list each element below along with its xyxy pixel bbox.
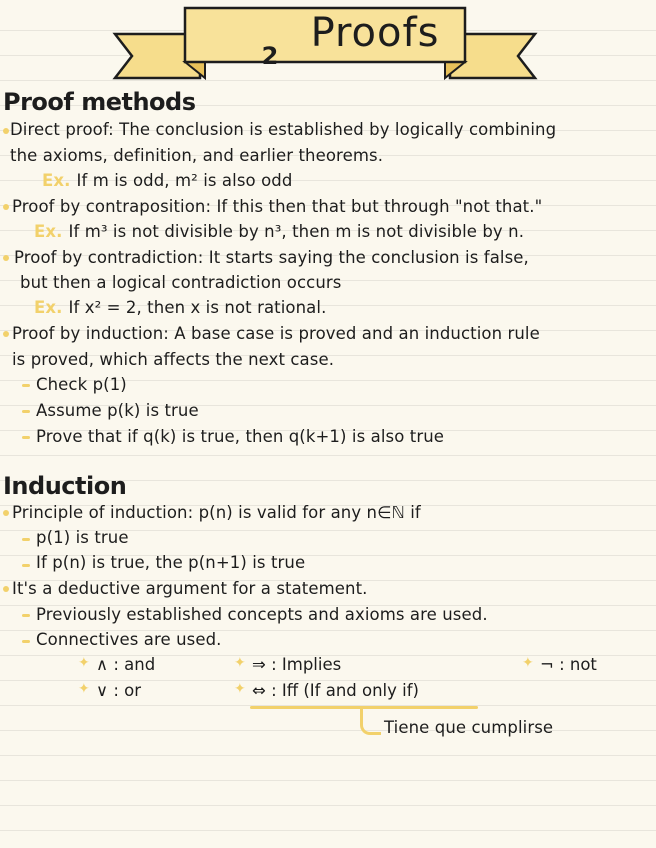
induction-proof-line2: is proved, which affects the next case. [12, 350, 335, 369]
contradiction-line1: Proof by contradiction: It starts saying the conclusion is false, [14, 248, 529, 267]
bullet-icon [3, 128, 9, 134]
induction-step: Assume p(k) is true [36, 401, 199, 420]
chapter-number: 2 [261, 42, 279, 70]
bullet-icon [3, 586, 9, 592]
connective-implies: ⇒ : Implies [252, 655, 342, 674]
star-icon: ✦ [234, 655, 246, 671]
page-title: Proofs [310, 10, 440, 56]
bullet-icon [3, 255, 9, 261]
annotation-note: Tiene que cumplirse [384, 718, 554, 737]
deductive-argument: It's a deductive argument for a statement. [12, 579, 368, 598]
dash-icon [22, 410, 30, 413]
example-text: If m³ is not divisible by n³, then m is not divisible by n. [68, 222, 525, 241]
star-icon: ✦ [78, 655, 90, 671]
bullet-icon [3, 510, 9, 516]
contraposition-line1: Proof by contraposition: If this then that but through "not that." [12, 197, 543, 216]
star-icon: ✦ [522, 655, 534, 671]
connective-not: ¬ : not [540, 655, 597, 674]
contraposition-example [34, 222, 524, 241]
induction-proof-line1: Proof by induction: A base case is proved and an induction rule [12, 324, 540, 343]
induction-condition: p(1) is true [36, 528, 129, 547]
dash-icon [22, 640, 30, 643]
star-icon: ✦ [234, 681, 246, 697]
annotation-bracket [360, 708, 381, 735]
connective-iff: ⇔ : Iff (If and only if) [252, 681, 419, 700]
dash-icon [22, 564, 30, 567]
contradiction-example [34, 298, 326, 317]
example-text: If x² = 2, then x is not rational. [68, 298, 327, 317]
dash-icon [22, 614, 30, 617]
direct-proof-example [42, 171, 292, 190]
bullet-icon [3, 204, 9, 210]
dash-icon [22, 384, 30, 387]
induction-detail: Previously established concepts and axioms are used. [36, 605, 488, 624]
connective-and: ∧ : and [96, 655, 156, 674]
example-text: If m is odd, m² is also odd [76, 171, 293, 190]
dash-icon [22, 436, 30, 439]
example-label: Ex. [34, 222, 63, 241]
induction-heading: Induction [3, 472, 127, 500]
direct-proof-line1: Direct proof: The conclusion is established by logically combining [10, 120, 557, 139]
direct-proof-line2: the axioms, definition, and earlier theorems. [10, 146, 384, 165]
induction-condition: If p(n) is true, the p(n+1) is true [36, 553, 306, 572]
title-banner [110, 4, 540, 84]
induction-step: Prove that if q(k) is true, then q(k+1) is also true [36, 427, 445, 446]
induction-detail: Connectives are used. [36, 630, 222, 649]
dash-icon [22, 538, 30, 541]
connective-or: ∨ : or [96, 681, 142, 700]
example-label: Ex. [34, 298, 63, 317]
contradiction-line2: but then a logical contradiction occurs [20, 273, 342, 292]
example-label: Ex. [42, 171, 71, 190]
induction-principle: Principle of induction: p(n) is valid for any n∈ℕ if [12, 503, 421, 522]
star-icon: ✦ [78, 681, 90, 697]
proof-methods-heading: Proof methods [3, 88, 196, 116]
bullet-icon [3, 331, 9, 337]
induction-step: Check p(1) [36, 375, 127, 394]
